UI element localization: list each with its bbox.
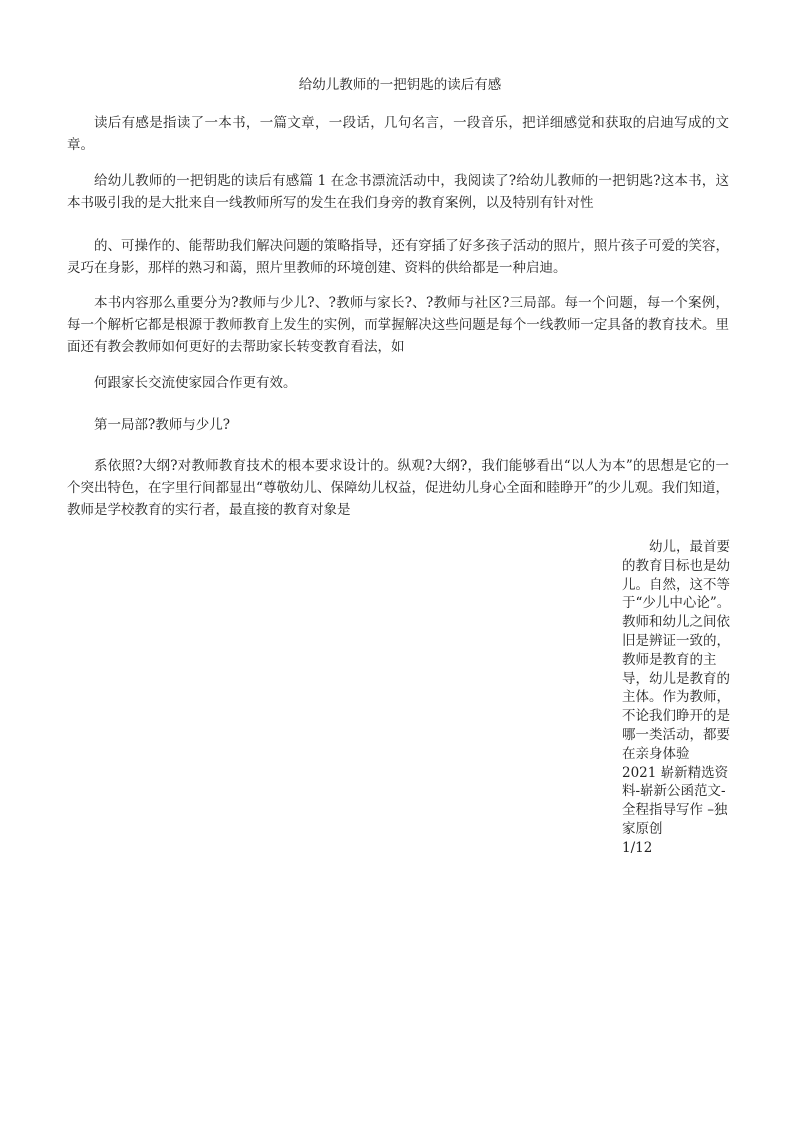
page-number: 1/12	[622, 839, 653, 856]
document-title: 给幼儿教师的一把钥匙的读后有感	[298, 77, 502, 93]
side-paragraph: 幼儿，最首要的教育目标也是幼儿。自然，这不等于“少儿中心论”。教师和幼儿之间依旧是辨证一致的，教师是教育的主导，幼儿是教育的主体。作为教师，不论我们睁开的是哪一类活动，都要在亲身体验	[622, 539, 731, 762]
paragraph-2: 给幼儿教师的一把钥匙的读后有感篇 1 在念书漂流活动中，我阅读了?给幼儿教师的一把钥匙?这本书，这本书吸引我的是大批来自一线教师所写的发生在我们身旁的教育案例，以及特别有针对性	[67, 173, 729, 211]
footer-text: 2021 崭新精选资料-崭新公函范文-全程指导写作 –独家原创	[622, 764, 729, 837]
paragraph-1: 读后有感是指读了一本书，一篇文章，一段话，几句名言，一段音乐，把详细感觉和获取的启迪写成的文章。	[67, 115, 729, 153]
paragraph-7: 系依照?大纲?对教师教育技术的根本要求设计的。纵观?大纲?，我们能够看出“以人为本”的思想是它的一个突出特色，在字里行间都显出“尊敬幼儿、保障幼儿权益，促进幼儿身心全面和睦睁开”的少儿观。我们知道，教师是学校教育的实行者，最直接的教育对象是	[67, 458, 729, 518]
paragraph-3: 的、可操作的、能帮助我们解决问题的策略指导，还有穿插了好多孩子活动的照片，照片孩子可爱的笑容，灵巧在身影，那样的熟习和蔼，照片里教师的环境创建、资料的供给都是一种启迪。	[67, 238, 729, 276]
paragraph-6: 第一局部?教师与少儿?	[94, 417, 230, 433]
side-column	[622, 538, 732, 858]
paragraph-4: 本书内容那么重要分为?教师与少儿?、?教师与家长?、?教师与社区?三局部。每一个问题，每一个案例，每一个解析它都是根源于教师教育上发生的实例，而掌握解决这些问题是每个一线教师一定具备的教育技术。里面还有教会教师如何更好的去帮助家长转变教育看法，如	[67, 295, 729, 355]
paragraph-5: 何跟家长交流使家园合作更有效。	[94, 375, 297, 391]
